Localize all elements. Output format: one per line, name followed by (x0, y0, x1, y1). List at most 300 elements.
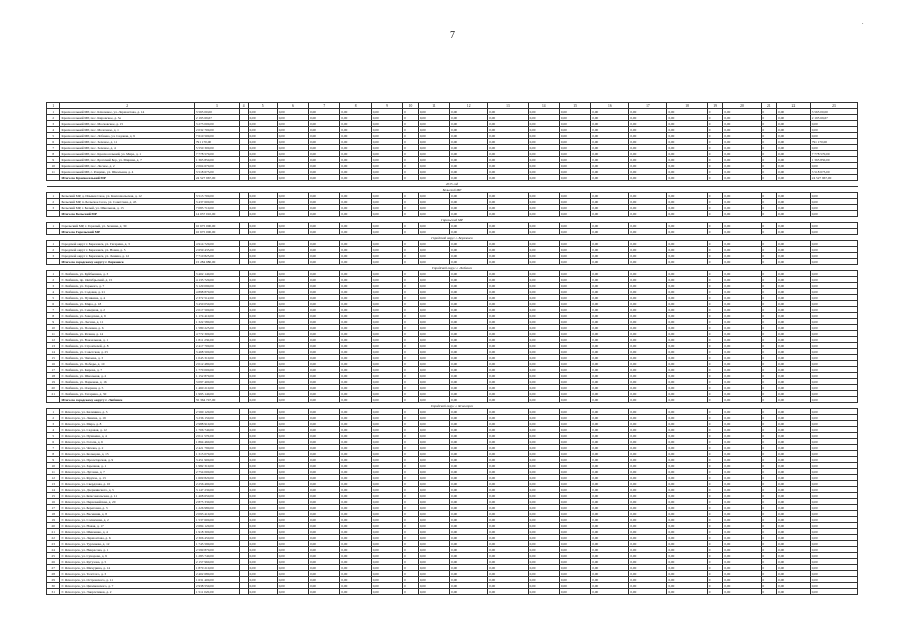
value-cell: 0 (761, 385, 777, 391)
value-cell: 0,00 (277, 271, 308, 277)
value-cell: 0,00 (559, 325, 590, 331)
value-cell: 0 (403, 319, 419, 325)
value-cell: 0 (403, 139, 419, 145)
value-cell: 0,00 (723, 487, 761, 493)
value-cell: 0,00 (309, 385, 340, 391)
value-cell: 1 283 740,00 (194, 553, 239, 559)
value-cell: 0,00 (591, 391, 629, 397)
value-cell: 0,00 (667, 547, 707, 553)
value-cell: 0,00 (248, 373, 277, 379)
value-cell: 0,00 (559, 283, 590, 289)
value-cell: 0,00 (371, 421, 402, 427)
value-cell: 0,00 (528, 229, 559, 235)
value-cell: 0,00 (277, 391, 308, 397)
value-cell: 0,00 (777, 253, 811, 259)
value-cell: 0,00 (340, 307, 371, 313)
value-cell: 0,00 (340, 373, 371, 379)
value-cell: 0,00 (450, 577, 488, 583)
value-cell: 0,00 (810, 367, 857, 373)
value-cell: 0,00 (667, 367, 707, 373)
value-cell: 0 (707, 415, 723, 421)
column-number: 11 (418, 103, 449, 109)
value-cell: 0,00 (528, 511, 559, 517)
value-cell: 0,00 (488, 433, 528, 439)
value-cell: 0,00 (528, 367, 559, 373)
value-cell: 0 (403, 205, 419, 211)
value-cell: 0,00 (667, 115, 707, 121)
value-cell: 0,00 (629, 313, 667, 319)
address-cell: Красноселький МР, пос. Ключевое, ул. Лермонтова, д. 14 (60, 109, 194, 115)
value-cell: 0,00 (371, 487, 402, 493)
value-cell: 0,00 (450, 481, 488, 487)
value-cell: 0,00 (248, 409, 277, 415)
value-cell: 0,00 (667, 289, 707, 295)
value-cell: 0,00 (418, 373, 449, 379)
value-cell: 0,00 (309, 175, 340, 181)
row-number: 14 (47, 487, 60, 493)
row-number: 16 (47, 361, 60, 367)
value-cell: 0,00 (667, 553, 707, 559)
address-cell: Г. Ясногорск, ул. Шевченко, д. 4 (60, 529, 194, 535)
value-cell: 0,00 (488, 343, 528, 349)
row-number: 1 (47, 193, 60, 199)
value-cell: 0,00 (488, 541, 528, 547)
value-cell: 0,00 (629, 199, 667, 205)
value-cell: 0,00 (309, 541, 340, 547)
value-cell: 0,00 (667, 355, 707, 361)
value-cell: 0,00 (777, 259, 811, 265)
value-cell: 0,00 (450, 319, 488, 325)
value-cell: 0,00 (629, 349, 667, 355)
value-cell: 0,00 (277, 451, 308, 457)
value-cell: 0 (761, 415, 777, 421)
column-number: 15 (559, 103, 590, 109)
value-cell: 0 (707, 301, 723, 307)
value-cell: 0,00 (629, 169, 667, 175)
value-cell: 0 (403, 469, 419, 475)
value-cell: 1 045 310,00 (194, 355, 239, 361)
value-cell: 0,00 (667, 565, 707, 571)
value-cell: 0,00 (309, 475, 340, 481)
row-number: 26 (47, 559, 60, 565)
value-cell: 0 (707, 541, 723, 547)
row-number: 9 (47, 157, 60, 163)
value-cell: 0 (707, 475, 723, 481)
value-cell: 0,00 (723, 139, 761, 145)
value-cell: 0,00 (309, 229, 340, 235)
value-cell: 0,00 (488, 451, 528, 457)
value-cell: 0,00 (418, 343, 449, 349)
value-cell: 0,00 (309, 283, 340, 289)
value-cell: 0,00 (309, 289, 340, 295)
value-cell: 0,00 (248, 157, 277, 163)
value-cell: 0,00 (309, 565, 340, 571)
value-cell: 0 (403, 445, 419, 451)
value-cell: 0,00 (777, 223, 811, 229)
value-cell: 0,00 (777, 247, 811, 253)
value-cell: 0,00 (371, 391, 402, 397)
value-cell: 0,00 (371, 469, 402, 475)
value-cell: 0 (761, 337, 777, 343)
value-cell: 0,00 (667, 451, 707, 457)
row-number: 3 (47, 205, 60, 211)
value-cell: 0,00 (277, 541, 308, 547)
value-cell: 0 (761, 427, 777, 433)
row-number: 20 (47, 523, 60, 529)
value-cell: 0,00 (528, 451, 559, 457)
value-cell: 0,00 (810, 397, 857, 403)
value-cell: 0,00 (340, 163, 371, 169)
value-cell: 0,00 (418, 565, 449, 571)
address-cell: Г. Ясногорск, ул. Садовая, д. 12 (60, 427, 194, 433)
value-cell: 0,00 (629, 331, 667, 337)
value-cell: 0,00 (340, 379, 371, 385)
value-cell: 0 (403, 451, 419, 457)
value-cell: 0,00 (528, 259, 559, 265)
value-cell: 0,00 (667, 253, 707, 259)
value-cell: 0,00 (777, 121, 811, 127)
value-cell: 2 938 550,00 (194, 583, 239, 589)
section-title: Городской округ г. Березовск (47, 235, 858, 241)
value-cell: 0 (707, 451, 723, 457)
value-cell: 0,00 (629, 409, 667, 415)
value-cell: 0,00 (810, 127, 857, 133)
value-cell: 0 (761, 475, 777, 481)
value-cell: 2 875 330,00 (194, 499, 239, 505)
value-cell: 0,00 (248, 505, 277, 511)
value-cell: 0,00 (450, 415, 488, 421)
value-cell: 0 (403, 367, 419, 373)
value-cell: 0 (761, 361, 777, 367)
value-cell: 0 (761, 469, 777, 475)
value-cell: 0,00 (559, 391, 590, 397)
value-cell: 0,00 (528, 433, 559, 439)
value-cell: 0,00 (591, 487, 629, 493)
value-cell: 0,00 (723, 505, 761, 511)
value-cell: 0,00 (667, 337, 707, 343)
value-cell: 0,00 (667, 529, 707, 535)
value-cell: 0,00 (450, 133, 488, 139)
value-cell: 0,00 (309, 523, 340, 529)
column-number: 6 (277, 103, 308, 109)
value-cell: 0,00 (450, 295, 488, 301)
value-cell: 0,00 (418, 487, 449, 493)
row-number: 25 (47, 553, 60, 559)
value-cell: 0,00 (340, 259, 371, 265)
value-cell: 0 (761, 253, 777, 259)
value-cell: 0 (761, 145, 777, 151)
value-cell: 0 (403, 565, 419, 571)
value-cell: 0,00 (723, 145, 761, 151)
value-cell: 0,00 (528, 241, 559, 247)
value-cell: 0 (761, 133, 777, 139)
value-cell: 0,00 (450, 589, 488, 595)
value-cell: 0,00 (591, 355, 629, 361)
value-cell: 0,00 (248, 271, 277, 277)
value-cell: 0,00 (528, 325, 559, 331)
value-cell: 0,00 (559, 457, 590, 463)
value-cell: 0,00 (810, 343, 857, 349)
value-cell: 0,00 (371, 379, 402, 385)
value-cell: 0,00 (528, 169, 559, 175)
value-cell: 0,00 (371, 589, 402, 595)
value-cell: 0,00 (559, 169, 590, 175)
value-cell: 0,00 (723, 421, 761, 427)
value-cell: 0,00 (488, 565, 528, 571)
value-cell: 0,00 (248, 133, 277, 139)
value-cell: 3 236 150,00 (194, 415, 239, 421)
value-cell: 0,00 (309, 487, 340, 493)
value-cell: 0,00 (340, 139, 371, 145)
address-cell: Г. Ясногорск, ул. Дзержинского, д. 5 (60, 487, 194, 493)
value-cell: 0,00 (450, 343, 488, 349)
value-cell: 0,00 (371, 175, 402, 181)
value-cell: 0,00 (371, 517, 402, 523)
value-cell: 0,00 (248, 349, 277, 355)
value-cell: 0,00 (629, 439, 667, 445)
value-cell: 0,00 (777, 331, 811, 337)
value-cell: 0,00 (309, 295, 340, 301)
value-cell: 0,00 (559, 439, 590, 445)
value-cell: 0,00 (488, 163, 528, 169)
value-cell: 0 (707, 529, 723, 535)
value-cell: 0,00 (248, 493, 277, 499)
value-cell: 0,00 (277, 577, 308, 583)
value-cell: 0,00 (371, 571, 402, 577)
value-cell: 0,00 (810, 337, 857, 343)
value-cell: 0,00 (777, 475, 811, 481)
value-cell: 0,00 (450, 445, 488, 451)
value-cell: 0 (761, 355, 777, 361)
value-cell: 0,00 (559, 349, 590, 355)
value-cell: 0,00 (667, 349, 707, 355)
value-cell: 0,00 (248, 577, 277, 583)
address-cell: Г. Ясногорск, ул. Островского, д. 11 (60, 577, 194, 583)
value-cell: 0,00 (277, 289, 308, 295)
value-cell: 0,00 (810, 373, 857, 379)
value-cell: 0,00 (629, 325, 667, 331)
value-cell: 0,00 (340, 475, 371, 481)
value-cell: 0,00 (777, 163, 811, 169)
value-cell: 0 (403, 295, 419, 301)
value-cell: 0,00 (248, 115, 277, 121)
value-cell: 0 (403, 259, 419, 265)
value-cell: 0,00 (248, 151, 277, 157)
value-cell: 0,00 (777, 277, 811, 283)
value-cell: 0,00 (309, 511, 340, 517)
value-cell: 0,00 (667, 307, 707, 313)
value-cell: 0 (761, 409, 777, 415)
value-cell: 0,00 (450, 571, 488, 577)
value-cell: 0,00 (723, 589, 761, 595)
value-cell: 2 372 512,00 (194, 295, 239, 301)
value-cell: 0,00 (277, 277, 308, 283)
row-number: 31 (47, 589, 60, 595)
value-cell: 0,00 (559, 145, 590, 151)
value-cell: 0,00 (591, 247, 629, 253)
value-cell: 0,00 (591, 541, 629, 547)
value-cell: 0 (761, 325, 777, 331)
value-cell: 0,00 (559, 223, 590, 229)
value-cell: 0,00 (591, 511, 629, 517)
value-cell: 0 (761, 481, 777, 487)
value-cell: 0,00 (277, 589, 308, 595)
value-cell: 0,00 (248, 589, 277, 595)
value-cell: 1 408 650,00 (194, 493, 239, 499)
value-cell: 0,00 (450, 523, 488, 529)
value-cell: 0,00 (309, 433, 340, 439)
value-cell: 0,00 (248, 241, 277, 247)
value-cell: 0,00 (340, 445, 371, 451)
value-cell: 0,00 (340, 121, 371, 127)
value-cell: 0,00 (340, 505, 371, 511)
value-cell: 0 (761, 139, 777, 145)
value-cell: 0,00 (309, 151, 340, 157)
value-cell: 0,00 (667, 421, 707, 427)
value-cell: 0,00 (248, 565, 277, 571)
value-cell: 0 (707, 253, 723, 259)
value-cell: 0 (761, 379, 777, 385)
value-cell: 0,00 (667, 469, 707, 475)
value-cell: 0,00 (450, 247, 488, 253)
value-cell: 0,00 (418, 175, 449, 181)
value-cell: 0,00 (559, 139, 590, 145)
value-cell: 0,00 (723, 499, 761, 505)
value-cell: 0,00 (629, 157, 667, 163)
value-cell: 0 (761, 505, 777, 511)
value-cell: 0,00 (418, 283, 449, 289)
column-number: 12 (450, 103, 488, 109)
value-cell: 0,00 (418, 169, 449, 175)
value-cell: 0,00 (528, 391, 559, 397)
value-cell: 0,00 (340, 469, 371, 475)
value-cell: 0,00 (559, 301, 590, 307)
value-cell: 0,00 (777, 139, 811, 145)
value-cell: 0,00 (277, 361, 308, 367)
value-cell: 0,00 (277, 547, 308, 553)
value-cell: 0,00 (591, 415, 629, 421)
table-body (47, 103, 858, 595)
value-cell: 0,00 (667, 163, 707, 169)
column-number: 13 (488, 103, 528, 109)
value-cell: 0,00 (591, 517, 629, 523)
value-cell: 0,00 (559, 421, 590, 427)
value-cell: 0 (761, 121, 777, 127)
value-cell: 0,00 (488, 271, 528, 277)
column-number: 14 (528, 103, 559, 109)
value-cell: 0,00 (528, 271, 559, 277)
value-cell: 0,00 (629, 133, 667, 139)
value-cell: 0,00 (340, 133, 371, 139)
value-cell: 0,00 (723, 301, 761, 307)
value-cell: 0,00 (723, 547, 761, 553)
value-cell: 0,00 (559, 547, 590, 553)
value-cell: 0,00 (559, 367, 590, 373)
value-cell: 0,00 (667, 415, 707, 421)
value-cell: 2 157 960,00 (194, 559, 239, 565)
value-cell: 0,00 (810, 319, 857, 325)
value-cell: 0 (761, 229, 777, 235)
value-cell: 0,00 (777, 109, 811, 115)
value-cell: 0,00 (488, 211, 528, 217)
value-cell: 0,00 (723, 553, 761, 559)
value-cell: 0,00 (667, 343, 707, 349)
value-cell: 0,00 (810, 193, 857, 199)
value-cell: 0,00 (559, 445, 590, 451)
value-cell: 0,00 (667, 397, 707, 403)
address-cell: Красноселький МР, пос. Зеленое, д. 4 (60, 145, 194, 151)
value-cell: 0 (761, 541, 777, 547)
value-cell: 0,00 (591, 439, 629, 445)
value-cell: 0,00 (777, 379, 811, 385)
value-cell: 0,00 (591, 397, 629, 403)
value-cell: 0,00 (488, 151, 528, 157)
value-cell: 0,00 (629, 193, 667, 199)
value-cell: 2 421 790,00 (194, 445, 239, 451)
value-cell: 2 093 410,00 (194, 511, 239, 517)
row-number: 5 (47, 133, 60, 139)
value-cell: 0,00 (340, 553, 371, 559)
value-cell: 0,00 (723, 229, 761, 235)
value-cell: 0,00 (559, 493, 590, 499)
value-cell: 0,00 (277, 253, 308, 259)
value-cell: 24 527 967,00 (194, 175, 239, 181)
value-cell: 0,00 (418, 205, 449, 211)
value-cell: 0,00 (559, 571, 590, 577)
value-cell: 0,00 (810, 223, 857, 229)
value-cell: 0,00 (591, 199, 629, 205)
value-cell: 0,00 (309, 547, 340, 553)
value-cell: 0,00 (309, 379, 340, 385)
value-cell: 0 (761, 241, 777, 247)
value-cell: 2 754 000,00 (194, 469, 239, 475)
value-cell: 0,00 (418, 385, 449, 391)
value-cell: 0,00 (591, 421, 629, 427)
value-cell: 0,00 (559, 385, 590, 391)
value-cell: 0,00 (777, 469, 811, 475)
address-cell: Г. Ясногорск, ул. Первомайская, д. 20 (60, 499, 194, 505)
value-cell: 0,00 (591, 523, 629, 529)
value-cell: 0,00 (667, 211, 707, 217)
value-cell: 0,00 (559, 499, 590, 505)
value-cell: 0,00 (667, 313, 707, 319)
row-number: 19 (47, 379, 60, 385)
value-cell: 0,00 (488, 139, 528, 145)
value-cell: 0,00 (488, 445, 528, 451)
value-cell: 0,00 (667, 505, 707, 511)
value-cell: 0,00 (810, 433, 857, 439)
value-cell: 0,00 (277, 379, 308, 385)
value-cell: 0,00 (371, 541, 402, 547)
value-cell: 0 (403, 535, 419, 541)
value-cell: 0,00 (488, 559, 528, 565)
value-cell: 0,00 (528, 247, 559, 253)
value-cell: 0,00 (488, 331, 528, 337)
value-cell: 0,00 (810, 535, 857, 541)
value-cell: 0,00 (667, 325, 707, 331)
value-cell: 0,00 (371, 295, 402, 301)
value-cell: 0,00 (629, 589, 667, 595)
value-cell: 0,00 (450, 163, 488, 169)
value-cell: 0,00 (450, 373, 488, 379)
value-cell: 0,00 (277, 439, 308, 445)
value-cell: 0,00 (371, 445, 402, 451)
value-cell: 0,00 (591, 463, 629, 469)
value-cell: 0,00 (488, 589, 528, 595)
value-cell: 0,00 (629, 565, 667, 571)
section-title: Городской округ г. Любинск (47, 265, 858, 271)
value-cell: 0,00 (248, 421, 277, 427)
